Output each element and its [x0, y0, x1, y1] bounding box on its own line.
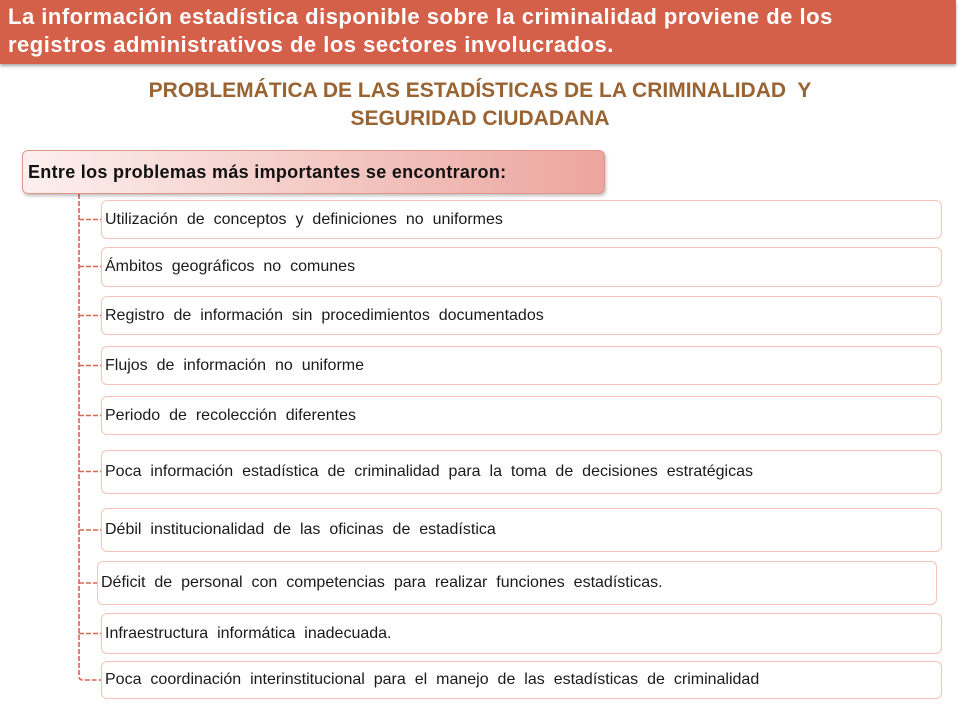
- slide-title: PROBLEMÁTICA DE LAS ESTADÍSTICAS DE LA CRIMINALIDAD Y SEGURIDAD CIUDADANA: [148, 79, 818, 130]
- list-item-text: Déficit de personal con competencias para realizar funciones estadísticas.: [101, 574, 663, 591]
- list-item: [101, 661, 942, 699]
- top-banner: [0, 0, 956, 64]
- list-item: [101, 613, 942, 654]
- list-item-text: Poca coordinación interinstitucional para el manejo de las estadísticas de criminalidad: [105, 671, 760, 688]
- list-item: [101, 200, 942, 239]
- list-item-text: Ámbitos geográficos no comunes: [105, 258, 356, 275]
- list-item-text: Flujos de información no uniforme: [105, 356, 365, 374]
- list-item-text: Registro de información sin procedimientos documentados: [105, 306, 544, 324]
- list-item: [101, 508, 942, 552]
- list-item: [101, 296, 942, 335]
- diagram-header-box: [22, 150, 605, 194]
- diagram-header-text: Entre los problemas más importantes se encontraron:: [28, 161, 507, 182]
- list-item: [101, 450, 942, 494]
- list-item: [97, 561, 937, 605]
- list-item-text: Poca información estadística de criminalidad para la toma de decisiones estratégicas: [105, 463, 753, 480]
- list-item: [101, 396, 942, 435]
- list-item-text: Utilización de conceptos y definiciones no uniformes: [105, 210, 503, 228]
- list-item-text: Periodo de recolección diferentes: [105, 406, 356, 424]
- banner-text: La información estadística disponible sobre la criminalidad proviene de los registros administrativos de los sectores involucrados.: [8, 4, 833, 57]
- list-item-text: Infraestructura informática inadecuada.: [105, 624, 392, 642]
- list-item: [101, 346, 942, 385]
- list-item: [101, 247, 942, 287]
- list-item-text: Débil institucionalidad de las oficinas de estadística: [105, 521, 496, 538]
